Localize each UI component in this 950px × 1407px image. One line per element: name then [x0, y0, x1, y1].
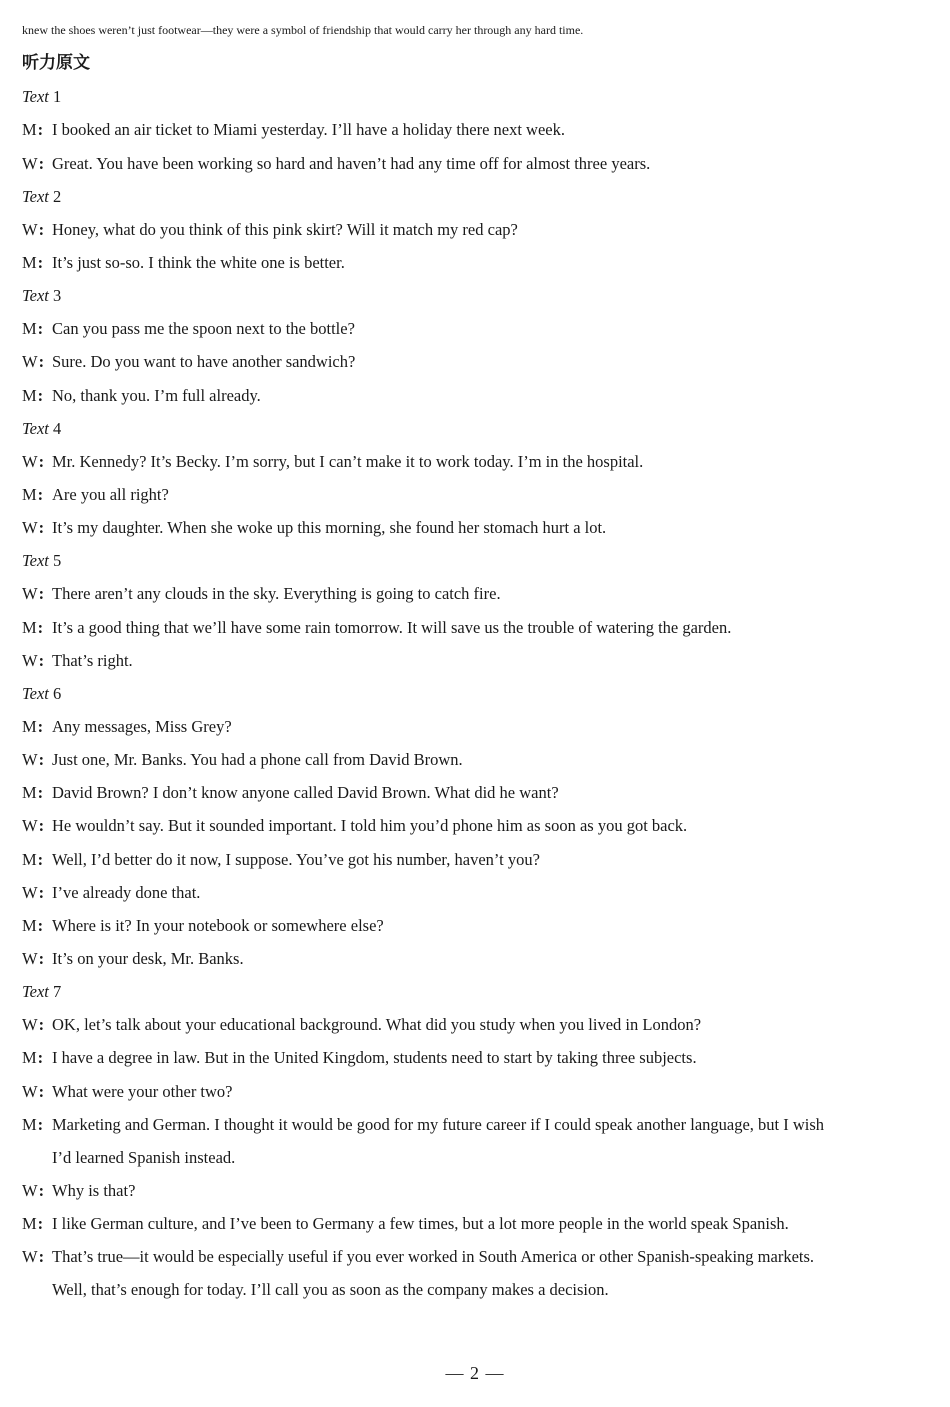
speaker-letter: W — [22, 1180, 38, 1200]
speaker-colon: : — [37, 252, 44, 272]
speaker-tag — [22, 876, 44, 909]
speaker-letter: W — [22, 584, 38, 604]
utterance-text: I like German culture, and I’ve been to Germany a few times, but a lot more people in the world speak Spanish. — [52, 1214, 789, 1234]
text-number: 4 — [53, 418, 62, 438]
speaker-letter: M — [22, 385, 37, 405]
dialogue-line — [0, 379, 950, 412]
speaker-letter: M — [22, 617, 37, 637]
text-number: 3 — [53, 286, 62, 306]
speaker-tag — [22, 213, 44, 246]
text-label: Text — [22, 982, 49, 1002]
speaker-tag — [22, 942, 44, 975]
speaker-letter: M — [22, 783, 37, 803]
speaker-colon: : — [37, 1114, 44, 1134]
text-label: Text — [22, 286, 49, 306]
utterance-text: Mr. Kennedy? It’s Becky. I’m sorry, but I can’t make it to work today. I’m in the hospital. — [52, 451, 644, 471]
text-label: Text — [22, 418, 49, 438]
dialogue-line — [0, 1108, 950, 1141]
dialogue-line — [0, 1075, 950, 1108]
text-title — [0, 412, 950, 445]
speaker-tag — [22, 113, 43, 146]
speaker-letter: M — [22, 1214, 37, 1234]
speaker-tag — [22, 1207, 43, 1240]
dialogue-line — [0, 478, 950, 511]
utterance-text: Great. You have been working so hard and haven’t had any time off for almost three years. — [52, 153, 651, 173]
speaker-letter: W — [22, 650, 38, 670]
speaker-colon: : — [37, 915, 44, 935]
speaker-letter: W — [22, 816, 38, 836]
document-page — [0, 14, 950, 1306]
dialogue-line — [0, 909, 950, 942]
speaker-colon: : — [38, 451, 45, 471]
speaker-letter: M — [22, 915, 37, 935]
speaker-colon: : — [37, 385, 44, 405]
speaker-tag — [22, 843, 43, 876]
utterance-text: Why is that? — [52, 1180, 136, 1200]
speaker-colon: : — [38, 882, 45, 902]
speaker-letter: W — [22, 518, 38, 538]
speaker-tag — [22, 1008, 44, 1041]
speaker-colon: : — [38, 1247, 45, 1267]
intro-line: knew the shoes weren’t just footwear—they were a symbol of friendship that would carry her through any hard time. — [22, 23, 584, 37]
speaker-tag — [22, 511, 44, 544]
text-title — [0, 975, 950, 1008]
dialogue-line — [0, 743, 950, 776]
speaker-tag — [22, 644, 44, 677]
speaker-letter: W — [22, 219, 38, 239]
speaker-tag — [22, 1041, 43, 1074]
speaker-tag — [22, 743, 44, 776]
speaker-letter: W — [22, 1247, 38, 1267]
utterance-text: David Brown? I don’t know anyone called David Brown. What did he want? — [52, 783, 559, 803]
text-title — [0, 279, 950, 312]
speaker-colon: : — [38, 219, 45, 239]
utterance-text: I’ve already done that. — [52, 882, 201, 902]
speaker-letter: W — [22, 948, 38, 968]
dialogue-line — [0, 644, 950, 677]
speaker-letter: M — [22, 252, 37, 272]
utterance-text: It’s my daughter. When she woke up this morning, she found her stomach hurt a lot. — [52, 518, 607, 538]
dialogue-line — [0, 1008, 950, 1041]
speaker-letter: M — [22, 319, 37, 339]
speaker-colon: : — [37, 849, 44, 869]
dialogue-line — [0, 345, 950, 378]
speaker-letter: W — [22, 451, 38, 471]
text-label: Text — [22, 87, 49, 107]
speaker-colon: : — [37, 617, 44, 637]
speaker-letter: M — [22, 484, 37, 504]
utterance-text: OK, let’s talk about your educational background. What did you study when you lived in London? — [52, 1015, 702, 1035]
dialogue-line — [0, 445, 950, 478]
utterance-continuation: I’d learned Spanish instead. — [52, 1147, 236, 1167]
speaker-letter: M — [22, 1048, 37, 1068]
speaker-tag — [22, 611, 43, 644]
speaker-tag — [22, 345, 44, 378]
speaker-letter: W — [22, 352, 38, 372]
speaker-colon: : — [38, 352, 45, 372]
utterance-continuation: Well, that’s enough for today. I’ll call you as soon as the company makes a decision. — [52, 1280, 609, 1300]
speaker-letter: W — [22, 153, 38, 173]
text-label: Text — [22, 683, 49, 703]
speaker-letter: M — [22, 120, 37, 140]
dialogue-line — [0, 876, 950, 909]
speaker-colon: : — [38, 1081, 45, 1101]
dialogue-line — [0, 312, 950, 345]
dialogue-line — [0, 809, 950, 842]
utterance-text: Sure. Do you want to have another sandwich? — [52, 352, 356, 372]
text-title — [0, 677, 950, 710]
text-number: 2 — [53, 186, 62, 206]
speaker-letter: M — [22, 1114, 37, 1134]
dialogue-line — [0, 611, 950, 644]
utterance-text: I booked an air ticket to Miami yesterday. I’ll have a holiday there next week. — [52, 120, 565, 140]
text-title — [0, 80, 950, 113]
speaker-colon: : — [37, 1048, 44, 1068]
speaker-tag — [22, 909, 43, 942]
utterance-text: Where is it? In your notebook or somewhere else? — [52, 915, 384, 935]
utterance-text: It’s on your desk, Mr. Banks. — [52, 948, 244, 968]
text-number: 1 — [53, 87, 62, 107]
speaker-letter: W — [22, 1081, 38, 1101]
speaker-tag — [22, 1108, 43, 1141]
speaker-letter: M — [22, 716, 37, 736]
text-number: 5 — [53, 551, 62, 571]
speaker-colon: : — [37, 319, 44, 339]
section-heading: 听力原文 — [22, 53, 90, 74]
dialogue-line — [0, 843, 950, 876]
utterance-text: Just one, Mr. Banks. You had a phone call from David Brown. — [52, 750, 463, 770]
speaker-letter: M — [22, 849, 37, 869]
dialogue-line — [0, 246, 950, 279]
speaker-tag — [22, 1174, 44, 1207]
text-title — [0, 544, 950, 577]
dialogue-line — [0, 776, 950, 809]
speaker-colon: : — [38, 750, 45, 770]
utterance-text: Marketing and German. I thought it would be good for my future career if I could speak another language, but I wish — [52, 1114, 825, 1134]
speaker-colon: : — [37, 783, 44, 803]
dialogue-line — [0, 147, 950, 180]
speaker-colon: : — [38, 1015, 45, 1035]
utterance-text: Well, I’d better do it now, I suppose. You’ve got his number, haven’t you? — [52, 849, 540, 869]
dialogue-line — [0, 1207, 950, 1240]
dialogue-line — [0, 1174, 950, 1207]
speaker-colon: : — [37, 1214, 44, 1234]
dialogue-list — [0, 80, 950, 1306]
speaker-tag — [22, 147, 44, 180]
text-title — [0, 180, 950, 213]
text-number: 7 — [53, 982, 62, 1002]
speaker-tag — [22, 776, 43, 809]
dialogue-line — [0, 213, 950, 246]
utterance-text: What were your other two? — [52, 1081, 233, 1101]
speaker-tag — [22, 710, 43, 743]
utterance-text: I have a degree in law. But in the United Kingdom, students need to start by taking three subjects. — [52, 1048, 697, 1068]
utterance-text: He wouldn’t say. But it sounded important. I told him you’d phone him as soon as you got back. — [52, 816, 688, 836]
dialogue-line — [0, 942, 950, 975]
speaker-letter: W — [22, 882, 38, 902]
utterance-text: It’s a good thing that we’ll have some rain tomorrow. It will save us the trouble of watering the garden. — [52, 617, 732, 637]
utterance-text: There aren’t any clouds in the sky. Everything is going to catch fire. — [52, 584, 501, 604]
speaker-colon: : — [37, 716, 44, 736]
speaker-colon: : — [38, 816, 45, 836]
dialogue-continuation-line — [0, 1141, 950, 1174]
speaker-colon: : — [38, 650, 45, 670]
speaker-colon: : — [38, 584, 45, 604]
utterance-text: Honey, what do you think of this pink skirt? Will it match my red cap? — [52, 219, 518, 239]
speaker-tag — [22, 312, 43, 345]
utterance-text: That’s right. — [52, 650, 133, 670]
utterance-text: No, thank you. I’m full already. — [52, 385, 261, 405]
text-label: Text — [22, 186, 49, 206]
utterance-text: It’s just so-so. I think the white one is better. — [52, 252, 345, 272]
speaker-colon: : — [37, 484, 44, 504]
text-label: Text — [22, 551, 49, 571]
speaker-tag — [22, 1240, 44, 1273]
utterance-text: That’s true—it would be especially useful if you ever worked in South America or other Spanish-speaking markets. — [52, 1247, 815, 1267]
speaker-colon: : — [38, 1180, 45, 1200]
dialogue-line — [0, 1041, 950, 1074]
speaker-tag — [22, 809, 44, 842]
speaker-letter: W — [22, 750, 38, 770]
speaker-tag — [22, 1075, 44, 1108]
speaker-tag — [22, 379, 43, 412]
utterance-text: Are you all right? — [52, 484, 169, 504]
dialogue-continuation-line — [0, 1273, 950, 1306]
utterance-text: Any messages, Miss Grey? — [52, 716, 232, 736]
text-number: 6 — [53, 683, 62, 703]
dialogue-line — [0, 710, 950, 743]
speaker-tag — [22, 246, 43, 279]
speaker-letter: W — [22, 1015, 38, 1035]
speaker-tag — [22, 478, 43, 511]
utterance-text: Can you pass me the spoon next to the bottle? — [52, 319, 355, 339]
dialogue-line — [0, 511, 950, 544]
dialogue-line — [0, 113, 950, 146]
speaker-tag — [22, 577, 44, 610]
speaker-colon: : — [38, 518, 45, 538]
dialogue-line — [0, 1240, 950, 1273]
speaker-tag — [22, 445, 44, 478]
speaker-colon: : — [37, 120, 44, 140]
speaker-colon: : — [38, 153, 45, 173]
page-number-footer: — 2 — — [445, 1363, 505, 1383]
speaker-colon: : — [38, 948, 45, 968]
dialogue-line — [0, 577, 950, 610]
